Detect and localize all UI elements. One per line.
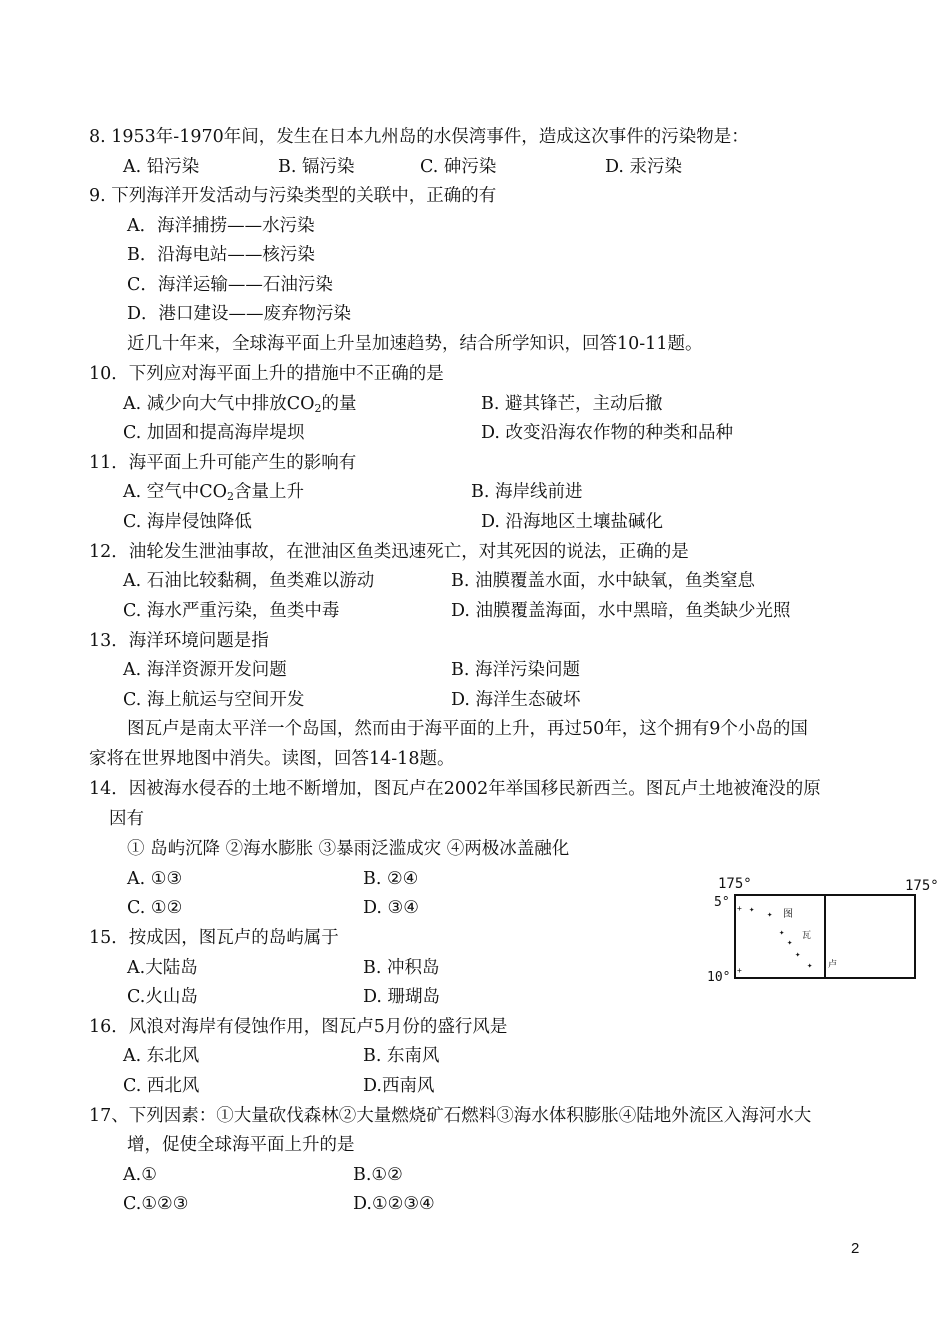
q14-option-d: D. ③④ — [363, 898, 419, 918]
map-label-tu: 图 — [783, 909, 793, 920]
q17-option-a: A.① — [123, 1165, 157, 1185]
q13-stem: 13．海洋环境问题是指 — [89, 631, 269, 651]
page-number: 2 — [851, 1240, 860, 1257]
map-lon-left: 175° — [718, 876, 752, 892]
q11-option-a: A. 空气中$CO_2$含量上升 — [123, 482, 305, 503]
q14-option-c: C. ①② — [127, 898, 183, 918]
island-marker: ✦ — [767, 910, 773, 920]
q17-stem-line1: 17、下列因素：①大量砍伐森林②大量燃烧矿石燃料③海水体积膨胀④陆地外流区入海河水大 — [89, 1106, 812, 1126]
intro-14-18-line2: 家将在世界地图中消失。读图，回答14-18题。 — [89, 749, 455, 769]
q14-stem-line2: 因有 — [109, 809, 144, 829]
q8-option-a: A. 铅污染 — [123, 157, 200, 177]
q15-option-c: C.火山岛 — [127, 987, 198, 1007]
q14-items: ① 岛屿沉降 ②海水膨胀 ③暴雨泛滥成灾 ④两极冰盖融化 — [127, 839, 570, 859]
q16-stem: 16．风浪对海岸有侵蚀作用，图瓦卢5月份的盛行风是 — [89, 1017, 508, 1037]
q8-option-c: C. 砷污染 — [420, 157, 497, 177]
map-label-wa: 瓦 — [802, 931, 812, 941]
q9-stem: 9. 下列海洋开发活动与污染类型的关联中，正确的有 — [89, 186, 497, 206]
q10-option-b: B. 避其锋芒，主动后撤 — [481, 394, 663, 414]
q17-option-d: D.①②③④ — [353, 1194, 435, 1214]
q14-option-b: B. ②④ — [363, 869, 419, 889]
q17-option-b: B.①② — [353, 1165, 403, 1185]
q13-option-a: A. 海洋资源开发问题 — [123, 660, 287, 680]
q16-option-c: C. 西北风 — [123, 1076, 200, 1096]
q11-stem: 11．海平面上升可能产生的影响有 — [89, 453, 357, 473]
q10-stem: 10．下列应对海平面上升的措施中不正确的是 — [89, 364, 444, 384]
q11-option-d: D. 沿海地区土壤盐碱化 — [481, 512, 664, 532]
q15-option-b: B. 冲积岛 — [363, 958, 440, 978]
q15-option-d: D. 珊瑚岛 — [363, 987, 441, 1007]
q13-option-d: D. 海洋生态破坏 — [451, 690, 581, 710]
q12-option-b: B. 油膜覆盖水面，水中缺氧，鱼类窒息 — [451, 571, 755, 591]
q15-option-a: A.大陆岛 — [127, 958, 198, 978]
island-marker: ✦ — [779, 928, 785, 938]
q11-option-c: C. 海岸侵蚀降低 — [123, 512, 252, 532]
island-marker: ✦ — [787, 938, 793, 948]
q14-stem-line1: 14．因被海水侵吞的土地不断增加，图瓦卢在2002年举国移民新西兰。图瓦卢土地被淹没的原 — [89, 779, 821, 799]
q8-option-d: D. 汞污染 — [605, 157, 683, 177]
island-marker: ✦ — [749, 905, 755, 915]
q16-option-a: A. 东北风 — [123, 1046, 200, 1066]
q17-stem-line2: 增，促使全球海平面上升的是 — [127, 1135, 355, 1155]
q10-option-c: C. 加固和提高海岸堤坝 — [123, 423, 305, 443]
q8-stem: 8. 1953年-1970年间，发生在日本九州岛的水俣湾事件，造成这次事件的污染物是： — [89, 127, 749, 147]
tuvalu-map — [700, 868, 950, 988]
q12-stem: 12．油轮发生泄油事故，在泄油区鱼类迅速死亡，对其死因的说法，正确的是 — [89, 542, 689, 562]
map-lat-bottom: 10° — [707, 970, 731, 985]
q17-option-c: C.①②③ — [123, 1194, 189, 1214]
island-marker: ✦ — [795, 950, 801, 960]
map-label-lu: 卢 — [828, 960, 838, 970]
q10-option-d: D. 改变沿海农作物的种类和品种 — [481, 423, 734, 443]
map-lat-top: 5° — [714, 895, 730, 910]
q15-stem: 15．按成因，图瓦卢的岛屿属于 — [89, 928, 339, 948]
q13-option-b: B. 海洋污染问题 — [451, 660, 580, 680]
q10-option-a: A. 减少向大气中排放$CO_2$的量 — [123, 394, 357, 415]
map-lon-right: 175° — [905, 878, 939, 894]
q16-option-b: B. 东南风 — [363, 1046, 440, 1066]
q13-option-c: C. 海上航运与空间开发 — [123, 690, 305, 710]
island-marker: ✦ — [807, 961, 813, 971]
q8-option-b: B. 镉污染 — [278, 157, 355, 177]
q11-option-b: B. 海岸线前进 — [471, 482, 583, 502]
map-tick-bottom: + — [737, 966, 742, 975]
q12-option-d: D. 油膜覆盖海面，水中黑暗，鱼类缺少光照 — [451, 601, 791, 621]
intro-14-18-line1: 图瓦卢是南太平洋一个岛国，然而由于海平面的上升，再过50年，这个拥有9个小岛的国 — [127, 719, 808, 739]
q12-option-c: C. 海水严重污染，鱼类中毒 — [123, 601, 340, 621]
q9-option-c: C．海洋运输——石油污染 — [127, 275, 333, 295]
map-tick-top: + — [737, 904, 742, 913]
q9-option-d: D．港口建设——废弃物污染 — [127, 304, 352, 324]
q16-option-d: D.西南风 — [363, 1076, 435, 1096]
q9-option-a: A．海洋捕捞——水污染 — [127, 216, 315, 236]
q14-option-a: A. ①③ — [127, 869, 183, 889]
q12-option-a: A. 石油比较黏稠，鱼类难以游动 — [123, 571, 375, 591]
q9-option-b: B．沿海电站——核污染 — [127, 245, 315, 265]
intro-10-11: 近几十年来，全球海平面上升呈加速趋势，结合所学知识，回答10-11题。 — [127, 334, 703, 354]
